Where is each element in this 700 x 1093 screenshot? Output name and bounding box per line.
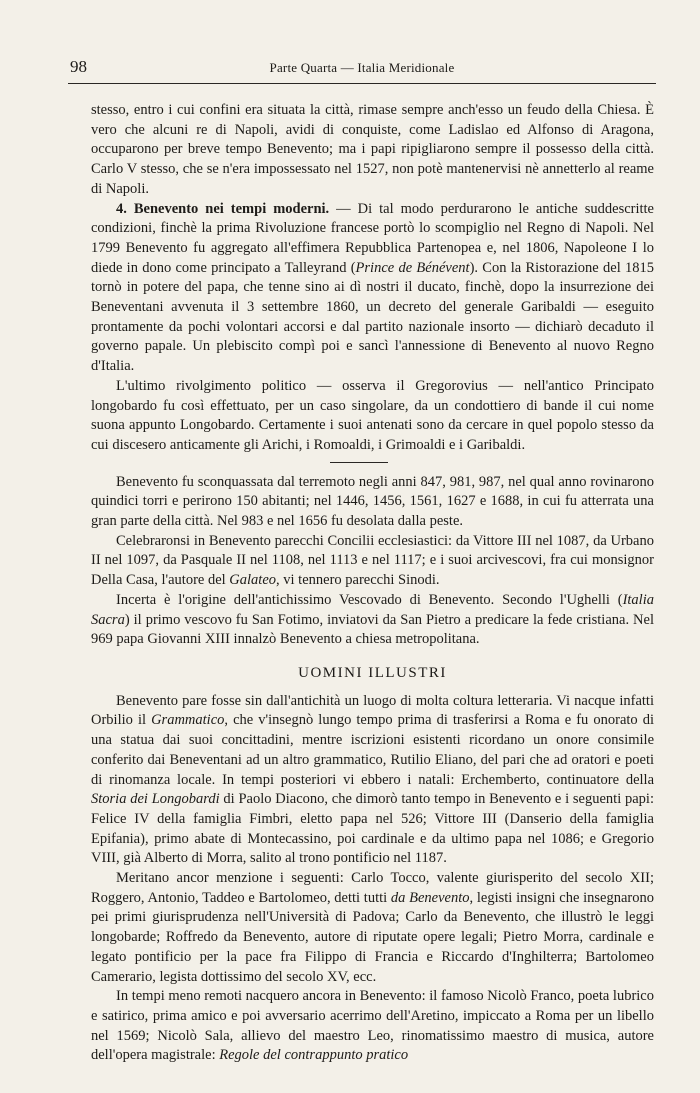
paragraph-5-italic: Galateo — [229, 572, 277, 589]
paragraph-8-italic: da Benevento — [390, 889, 470, 906]
separator-rule — [330, 462, 388, 463]
section-title: UOMINI ILLUSTRI — [298, 664, 447, 681]
page-header — [68, 57, 656, 83]
running-title: Parte Quarta — Italia Meridionale — [269, 60, 455, 75]
paragraph-7-italic-b: Storia dei Longobardi — [91, 791, 220, 808]
paragraph-2 — [91, 200, 654, 377]
paragraph-6-italic: Italia Sacra — [91, 591, 654, 628]
paragraph-2-text-a: — Di tal modo perdurarono le antiche suddescritte condizioni, finchè la prima Rivoluzione francese portò lo scompiglio nel Regno di Napoli. Nel 1799 Benevento fu aggregato all'effimera Repubblica Partenopea e, nel 1806, Napoleone I lo diede in dono come principato a Talleyrand ( — [91, 200, 654, 276]
page-body — [91, 101, 654, 1066]
paragraph-7-text-c: di Paolo Diacono, che dimorò tanto tempo in Benevento e i seguenti papi: Felice IV della famiglia Fimbri, eletto papa nel 526; Vittore III (Danserio della famiglia Epifania), primo abate di Montecassino, poi cardinale e da ultimo papa nel 1086; e Gregorio VIII, già Alberto di Morra, salito al trono pontificio nel 1187. — [91, 791, 654, 867]
header-rule — [68, 83, 656, 84]
paragraph-6-text-a: Incerta è l'origine dell'antichissimo Vescovado di Benevento. Secondo l'Ughelli ( — [116, 591, 623, 608]
paragraph-9-italic: Regole del contrappunto pratico — [219, 1047, 409, 1064]
paragraph-1: stesso, entro i cui confini era situata la città, rimase sempre anch'esso un feudo della Chiesa. È vero che alcuni re di Napoli, avidi di conquiste, come Ladislao ed Alfonso di Aragona, occuparono per breve tempo Benevento; ma i papi ripigliarono sempre il possesso della città. Carlo V stesso, che se n'era impossessato nel 1527, non potè mantenervisi nè annetterlo al reame di Napoli. — [91, 102, 654, 197]
paragraph-3: L'ultimo rivolgimento politico — osserva il Gregorovius — nell'antico Principato longobardo fu così effettuato, per un caso singolare, da un condottiero di bande il cui nome suona appunto Longobardo. Certamente i suoi antenati sono da cercare in quel popolo stesso da cui discesero anticamente gli Arichi, i Romoaldi, i Grimoaldi e i Garibaldi. — [91, 377, 654, 453]
paragraph-5-text-a: Celebraronsi in Benevento parecchi Concilii ecclesiastici: da Vittore III nel 1087, da Urbano II nel 1097, da Pasquale II nel 1108, nel 1113 e nel 1117; e i suoi arcivescovi, fra cui monsignor Della Casa, l'autore del — [91, 532, 654, 589]
paragraph-6 — [91, 591, 654, 650]
paragraph-5-text-b: , vi tennero parecchi Sinodi. — [276, 572, 440, 589]
paragraph-8-text-a: Meritano ancor menzione i seguenti: Carlo Tocco, valente giurisperito del secolo XII; Roggero, Antonio, Taddeo e Bartolomeo, detti tutti — [91, 870, 654, 906]
page-number: 98 — [70, 57, 87, 76]
paragraph-7-italic-a: Grammatico — [151, 712, 225, 729]
paragraph-7-text-b: , che v'insegnò lungo tempo prima di trasferirsi a Roma e fu onorato di una statua dai suoi concittadini, mentre iscrizioni esistenti ricordano un onore consimile conferito dai Beneventani ad un altro grammatico, Rutilio Eliano, del pari che ad oratori e poeti di rinomanza locale. In tempi posteriori vi ebbero i natali: Erchemberto, continuatore della — [91, 712, 654, 788]
paragraph-7-text-a: Benevento pare fosse sin dall'antichità un luogo di molta coltura letteraria. Vi nacque infatti Orbilio il — [91, 692, 654, 729]
paragraph-2-text-b: ). Con la Ristorazione del 1815 tornò in potere del papa, che tenne sino ai dì nostri il ducato, finchè, dopo la insurrezione dei Beneventani avvenuta il 3 settembre 1860, un decreto del generale Garibaldi — eseguito prontamente da pochi volontari accorsi e dal partito nazionale insorto — dichiarò decaduto il governo papale. Un plebiscito compì poi e sancì l'annessione di Benevento al nuovo Regno d'Italia. — [91, 259, 655, 375]
paragraph-2-italic: Prince de Bénévent — [355, 259, 470, 276]
paragraph-6-text-b: ) il primo vescovo fu San Fotimo, inviatovi da San Pietro a predicare la fede cristiana. Nel 969 papa Giovanni XIII innalzò Benevento a chiesa metropolitana. — [91, 611, 654, 648]
section-heading-benevento-moderni: 4. Benevento nei tempi moderni. — [116, 200, 330, 217]
paragraph-9 — [91, 987, 654, 1066]
paragraph-9-text-a: In tempi meno remoti nacquero ancora in Benevento: il famoso Nicolò Franco, poeta lubrico e satirico, prima amico e poi avversario acerrimo dell'Aretino, impiccato a Roma per un libello nel 1569; Nicolò Sala, allievo del maestro Leo, rinomatissimo maestro di musica, autore dell'opera magistrale: — [91, 988, 654, 1064]
paragraph-7 — [91, 692, 654, 869]
paragraph-8 — [91, 869, 654, 987]
paragraph-8-text-b: , legisti insigni che insegnarono pei primi giurisprudenza nell'Università di Padova; Carlo da Benevento, che illustrò le leggi longobarde; Roffredo da Benevento, autore di riputate opere legali; Pietro Morra, cardinale e legato pontificio per la pace fra Filippo di Francia e Riccardo d'Inghilterra; Bartolomeo Camerario, legista dottissimo del secolo XV, ecc. — [91, 889, 654, 985]
paragraph-5 — [91, 532, 654, 591]
paragraph-4: Benevento fu sconquassata dal terremoto negli anni 847, 981, 987, nel qual anno rovinarono quindici torri e perirono 150 abitanti; nel 1446, 1456, 1561, 1627 e 1688, in cui fu atterrata una gran parte della città. Nel 983 e nel 1656 fu desolata dalla peste. — [91, 473, 654, 530]
